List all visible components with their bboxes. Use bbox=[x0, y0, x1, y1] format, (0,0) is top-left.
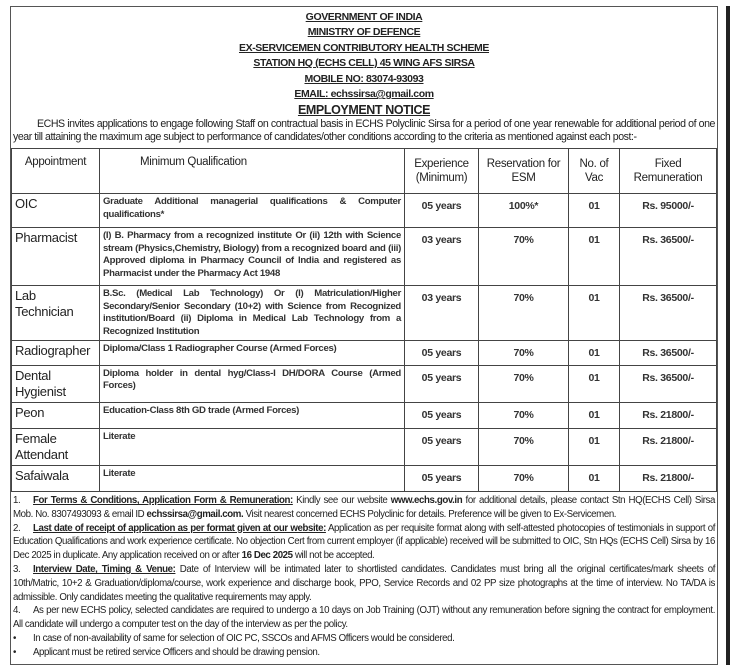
notice-title: EMPLOYMENT NOTICE bbox=[297, 103, 431, 118]
vacancies-cell: 01 bbox=[569, 429, 620, 466]
experience-cell: 05 years bbox=[405, 429, 479, 466]
remuneration-cell: Rs. 36500/- bbox=[620, 341, 717, 366]
experience-cell: 05 years bbox=[405, 194, 479, 228]
reservation-cell: 70% bbox=[479, 366, 569, 403]
last-date: 16 Dec 2025 bbox=[241, 550, 293, 562]
column-header: Experience (Minimum) bbox=[405, 149, 479, 194]
table-row bbox=[12, 403, 717, 429]
appointment-cell: Safaiwala bbox=[12, 466, 100, 492]
remuneration-cell: Rs. 36500/- bbox=[620, 366, 717, 403]
table-row bbox=[12, 366, 717, 403]
note-heading: Interview Date, Timing & Venue: bbox=[33, 564, 176, 576]
experience-cell: 05 years bbox=[405, 403, 479, 429]
header-line: GOVERNMENT OF INDIA bbox=[305, 11, 423, 23]
note-text: As per new ECHS policy, selected candidates are required to undergo a 10 days on Job Training (OJT) without any remuneration before signing the contract for employment. All candidate will undergo a computer test on the day of the interview as per the policy. bbox=[13, 605, 715, 631]
vacancies-cell: 01 bbox=[569, 466, 620, 492]
vacancies-cell: 01 bbox=[569, 194, 620, 228]
bullet-icon: • bbox=[13, 633, 16, 645]
bullet-text: Applicant must be retired service Officers and should be drawing pension. bbox=[33, 646, 320, 658]
note-number: 1. bbox=[13, 495, 21, 507]
table-row bbox=[12, 429, 717, 466]
remuneration-cell: Rs. 21800/- bbox=[620, 466, 717, 492]
table-row bbox=[12, 194, 717, 228]
appointment-cell: Dental Hygienist bbox=[12, 366, 100, 403]
appointment-cell: OIC bbox=[12, 194, 100, 228]
note-number: 4. bbox=[13, 605, 21, 617]
table-row bbox=[12, 228, 717, 286]
appointment-cell: Pharmacist bbox=[12, 228, 100, 286]
header-line: MINISTRY OF DEFENCE bbox=[307, 26, 421, 39]
qualification-cell: Diploma holder in dental hyg/Class-I DH/DORA Course (Armed Forces) bbox=[100, 366, 405, 403]
appointment-cell: Female Attendant bbox=[12, 429, 100, 466]
reservation-cell: 100%* bbox=[479, 194, 569, 228]
appointment-cell: Radiographer bbox=[12, 341, 100, 366]
note-3 bbox=[13, 563, 715, 604]
vacancies-cell: 01 bbox=[569, 228, 620, 286]
note-2 bbox=[13, 522, 715, 563]
qualification-cell: Education-Class 8th GD trade (Armed Forces) bbox=[100, 403, 405, 429]
bullet-item bbox=[13, 632, 715, 646]
header-line: STATION HQ (ECHS CELL) 45 WING AFS SIRSA bbox=[253, 57, 475, 70]
qualification-cell: Literate bbox=[100, 466, 405, 492]
note-number: 3. bbox=[13, 564, 21, 576]
employment-notice bbox=[10, 6, 718, 665]
note-text: Kindly see our website bbox=[292, 495, 391, 507]
column-header: No. of Vac bbox=[569, 149, 620, 194]
reservation-cell: 70% bbox=[479, 341, 569, 366]
header-mobile: MOBILE NO: 83074-93093 bbox=[304, 72, 424, 85]
column-header: Minimum Qualification bbox=[100, 149, 405, 194]
table-row bbox=[12, 341, 717, 366]
reservation-cell: 70% bbox=[479, 429, 569, 466]
vacancies-cell: 01 bbox=[569, 341, 620, 366]
table-header-row bbox=[12, 149, 717, 194]
note-text: Visit nearest concerned ECHS Polyclinic for details. Preference will be given to Ex-Servicemen. bbox=[243, 508, 617, 520]
qualification-cell: Diploma/Class 1 Radiographer Course (Armed Forces) bbox=[100, 341, 405, 366]
remuneration-cell: Rs. 36500/- bbox=[620, 286, 717, 341]
experience-cell: 05 years bbox=[405, 466, 479, 492]
appointment-cell: Lab Technician bbox=[12, 286, 100, 341]
note-number: 2. bbox=[13, 522, 21, 534]
vacancies-cell: 01 bbox=[569, 366, 620, 403]
experience-cell: 05 years bbox=[405, 341, 479, 366]
header-email: EMAIL: echssirsa@gmail.com bbox=[294, 88, 434, 101]
note-text: Date of Interview will be intimated later to shortlisted candidates. Candidates must bring all the original certificates/mark sheets of 10th/Matric, 10+2 & Graduation/diploma/course, work experience and discharge book, PPO, Service Records and 02 PP size photographs at the time of interview. No TA/DA is admissible. Only candidates meeting the qualitative requirements may apply. bbox=[13, 564, 715, 603]
note-text: for additional details, please contact Stn HQ(ECHS Cell) Sirsa Mob. No. 8307493093 & email ID bbox=[13, 495, 715, 520]
vacancy-table bbox=[11, 148, 717, 492]
appointment-cell: Peon bbox=[12, 403, 100, 429]
note-4 bbox=[13, 604, 715, 632]
reservation-cell: 70% bbox=[479, 466, 569, 492]
remuneration-cell: Rs. 36500/- bbox=[620, 228, 717, 286]
notes-section bbox=[13, 494, 715, 660]
table-row bbox=[12, 286, 717, 341]
note-heading: For Terms & Conditions, Application Form & Remuneration: bbox=[33, 495, 293, 507]
remuneration-cell: Rs. 21800/- bbox=[620, 429, 717, 466]
header-line: EX-SERVICEMEN CONTRIBUTORY HEALTH SCHEME bbox=[238, 41, 490, 54]
notice-header bbox=[11, 7, 717, 118]
vacancies-cell: 01 bbox=[569, 286, 620, 341]
page-edge bbox=[726, 6, 730, 665]
reservation-cell: 70% bbox=[479, 403, 569, 429]
note-text: will not be accepted. bbox=[292, 550, 375, 562]
column-header: Appointment bbox=[12, 149, 100, 194]
vacancies-cell: 01 bbox=[569, 403, 620, 429]
experience-cell: 03 years bbox=[405, 228, 479, 286]
qualification-cell: B.Sc. (Medical Lab Technology) Or (I) Matriculation/Higher Secondary/Senior Secondary (10+2) with Science from Recognized institution/Board (ii) Diploma in Medical Lab Technology from a Recognized Institution bbox=[100, 286, 405, 341]
remuneration-cell: Rs. 95000/- bbox=[620, 194, 717, 228]
reservation-cell: 70% bbox=[479, 228, 569, 286]
qualification-cell: Literate bbox=[100, 429, 405, 466]
bullet-icon: • bbox=[13, 646, 16, 658]
experience-cell: 05 years bbox=[405, 366, 479, 403]
intro-text: ECHS invites applications to engage following Staff on contractual basis in ECHS Polyclinic Sirsa for a period of one year renewable for additional period of one year till attaining the maximum age subject to performance of candidates/other conditions according to the criteria as mentioned against each post:- bbox=[13, 118, 715, 144]
reservation-cell: 70% bbox=[479, 286, 569, 341]
column-header: Reservation for ESM bbox=[479, 149, 569, 194]
column-header: Fixed Remuneration bbox=[620, 149, 717, 194]
email-link[interactable]: echssirsa@gmail.com. bbox=[146, 508, 244, 520]
note-text: Application as per requisite format along with self-attested photocopies of testimonials in support of Education Qualifications and work experience certificate. No objection Cert from current employer (if applicable) received will be submitted to OIC, Stn HQs (ECHS Cell) Sirsa by 16 Dec 2025 in duplicate. Any application received on or after bbox=[13, 522, 716, 562]
remuneration-cell: Rs. 21800/- bbox=[620, 403, 717, 429]
bullet-item bbox=[13, 646, 715, 660]
bullet-text: In case of non-availability of same for selection of OIC PC, SSCOs and AFMS Officers would be considered. bbox=[33, 633, 455, 645]
experience-cell: 03 years bbox=[405, 286, 479, 341]
table-row bbox=[12, 466, 717, 492]
note-1 bbox=[13, 494, 715, 522]
qualification-cell: Graduate Additional managerial qualifications & Computer qualifications* bbox=[100, 194, 405, 228]
note-heading: Last date of receipt of application as per format given at our website: bbox=[33, 522, 326, 534]
website-link[interactable]: www.echs.gov.in bbox=[390, 495, 463, 507]
qualification-cell: (I) B. Pharmacy from a recognized institute Or (ii) 12th with Science stream (Physics,Chemistry, Biology) from a recognized board and (iii) Approved diploma in Pharmacy Council of India and registered as Pharmacist under the Pharmacy Act 1948 bbox=[100, 228, 405, 286]
